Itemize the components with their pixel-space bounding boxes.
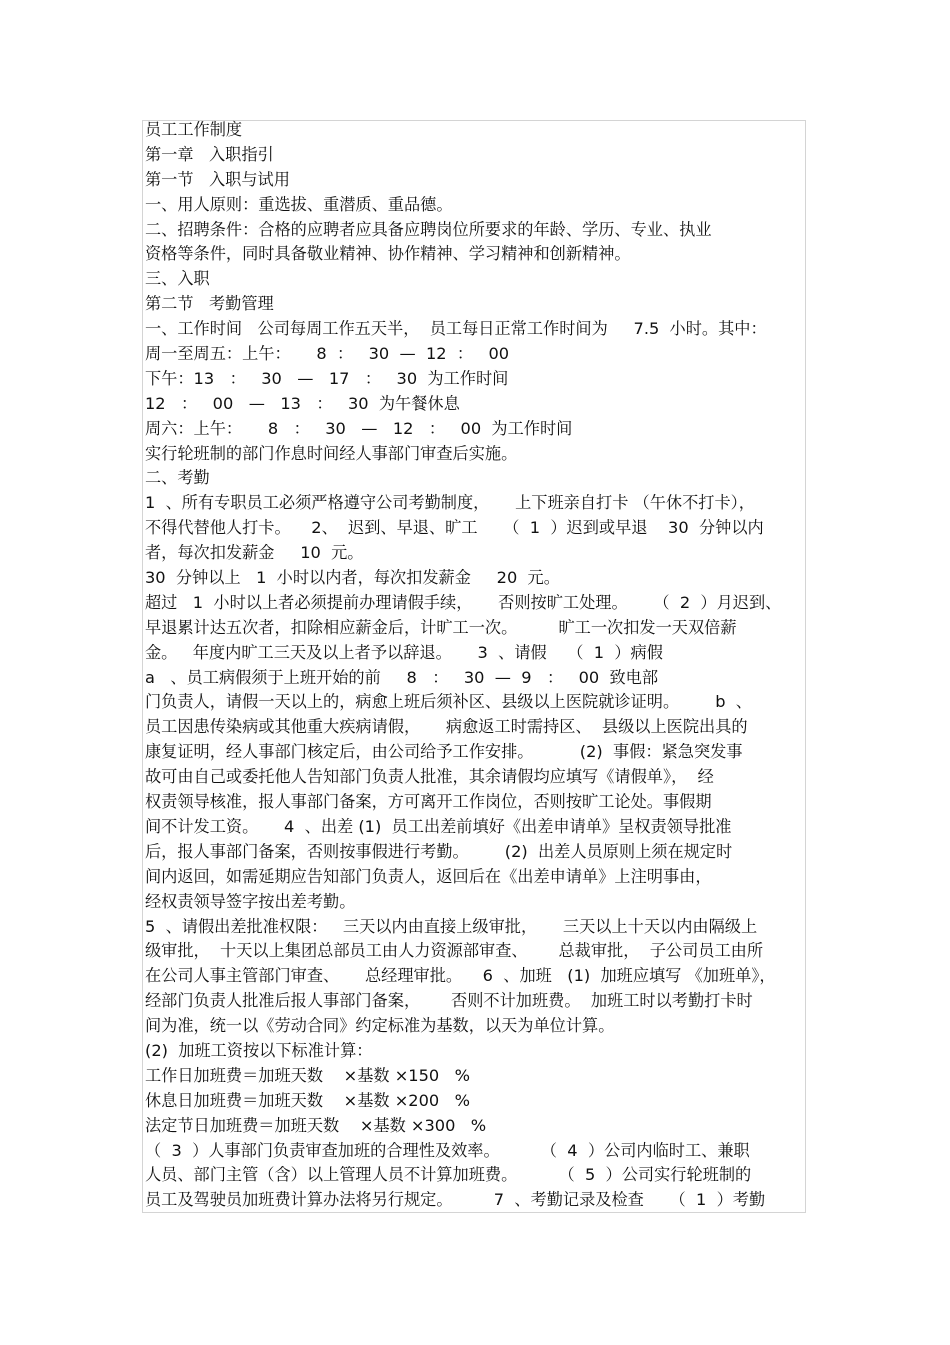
chapter-heading: 第一章 入职指引: [145, 144, 274, 164]
text-line: 一、用人原则：重选拔、重潜质、重品德。: [145, 194, 453, 214]
text-line: 金。 年度内旷工三天及以上者予以辞退。 3 、请假 （ 1 ）病假: [145, 642, 663, 662]
doc-title: 员工工作制度: [145, 120, 243, 139]
text-line: 一、工作时间 公司每周工作五天半， 员工每日正常工作时间为 7.5 小时。其中：: [145, 319, 767, 339]
text-line: 者，每次扣发薪金 10 元。: [145, 543, 364, 563]
text-line: 30 分钟以上 1 小时以内者，每次扣发薪金 20 元。: [145, 568, 560, 588]
text-line: 间内返回，如需延期应告知部门负责人，返回后在《出差申请单》上注明事由，: [145, 866, 712, 886]
text-line: 后，报人事部门备案，否则按事假进行考勤。 (2) 出差人员原则上须在规定时: [145, 841, 733, 861]
text-line: 工作日加班费＝加班天数 ×基数 ×150 %: [145, 1065, 471, 1085]
text-line: 级审批， 十天以上集团总部员工由人力资源部审查、 总裁审批， 子公司员工由所: [145, 941, 764, 961]
text-line: 员工因患传染病或其他重大疾病请假， 病愈返工时需持区、 县级以上医院出具的: [145, 717, 748, 737]
text-line: 早退累计达五次者，扣除相应薪金后，计旷工一次。 旷工一次扣发一天双倍薪: [145, 617, 737, 637]
text-line: 间为准，统一以《劳动合同》约定标准为基数，以天为单位计算。: [145, 1016, 615, 1036]
text-line: 故可由自己或委托他人告知部门负责人批准，其余请假均应填写《请假单》， 经: [145, 767, 714, 787]
text-line: 不得代替他人打卡。 2、 迟到、早退、旷工 （ 1 ）迟到或早退 30 分钟以内: [145, 518, 764, 538]
text-line: 间不计发工资。 4 、出差 (1) 员工出差前填好《出差申请单》呈权责领导批准: [145, 816, 732, 836]
text-line: 5 、请假出差批准权限： 三天以内由直接上级审批， 三天以上十天以内由隔级上: [145, 916, 758, 936]
text-line: 经权责领导签字按出差考勤。: [145, 891, 356, 911]
text-line: 实行轮班制的部门作息时间经人事部门审查后实施。: [145, 443, 518, 463]
text-line: 超过 1 小时以上者必须提前办理请假手续， 否则按旷工处理。 （ 2 ）月迟到、: [145, 592, 782, 612]
text-line: 在公司人事主管部门审查、 总经理审批。 6 、加班 (1) 加班应填写 《加班单》，: [145, 966, 776, 986]
text-line: 法定节日加班费＝加班天数 ×基数 ×300 %: [145, 1115, 487, 1135]
text-line: a 、员工病假须于上班开始的前 8 ： 30 — 9 ： 00 致电部: [145, 667, 659, 687]
text-line: （ 3 ）人事部门负责审查加班的合理性及效率。 （ 4 ）公司内临时工、兼职: [145, 1140, 750, 1160]
text-line: 周一至周五：上午： 8 ： 30 — 12 ： 00: [145, 344, 510, 364]
text-line: 12 ： 00 — 13 ： 30 为午餐休息: [145, 393, 460, 413]
text-line: 休息日加班费＝加班天数 ×基数 ×200 %: [145, 1090, 471, 1110]
text-line: 资格等条件，同时具备敬业精神、协作精神、学习精神和创新精神。: [145, 244, 631, 264]
text-line: 1 、所有专职员工必须严格遵守公司考勤制度， 上下班亲自打卡 （午休不打卡），: [145, 493, 755, 513]
text-line: 二、招聘条件：合格的应聘者应具备应聘岗位所要求的年龄、学历、专业、执业: [145, 219, 712, 239]
text-line: 康复证明，经人事部门核定后，由公司给予工作安排。 (2) 事假：紧急突发事: [145, 742, 743, 762]
text-line: 下午：13 ： 30 — 17 ： 30 为工作时间: [145, 368, 509, 388]
document-body: [145, 118, 807, 1213]
text-line: 经部门负责人批准后报人事部门备案， 否则不计加班费。 加班工时以考勤打卡时: [145, 991, 753, 1011]
text-line: 二、考勤: [145, 468, 210, 488]
text-line: 员工及驾驶员加班费计算办法将另行规定。 7 、考勤记录及检查 （ 1 ）考勤: [145, 1190, 766, 1210]
section-heading: 第二节 考勤管理: [145, 294, 274, 314]
text-line: 门负责人，请假一天以上的，病愈上班后须补区、县级以上医院就诊证明。 b 、: [145, 692, 752, 712]
text-line: 三、入职: [145, 269, 210, 289]
text-line: 周六：上午： 8 ： 30 — 12 ： 00 为工作时间: [145, 418, 573, 438]
text-line: (2) 加班工资按以下标准计算：: [145, 1040, 373, 1060]
section-heading: 第一节 入职与试用: [145, 169, 290, 189]
text-line: 人员、部门主管（含）以上管理人员不计算加班费。 （ 5 ）公司实行轮班制的: [145, 1165, 752, 1185]
text-line: 权责领导核准，报人事部门备案，方可离开工作岗位，否则按旷工论处。事假期: [145, 792, 712, 812]
